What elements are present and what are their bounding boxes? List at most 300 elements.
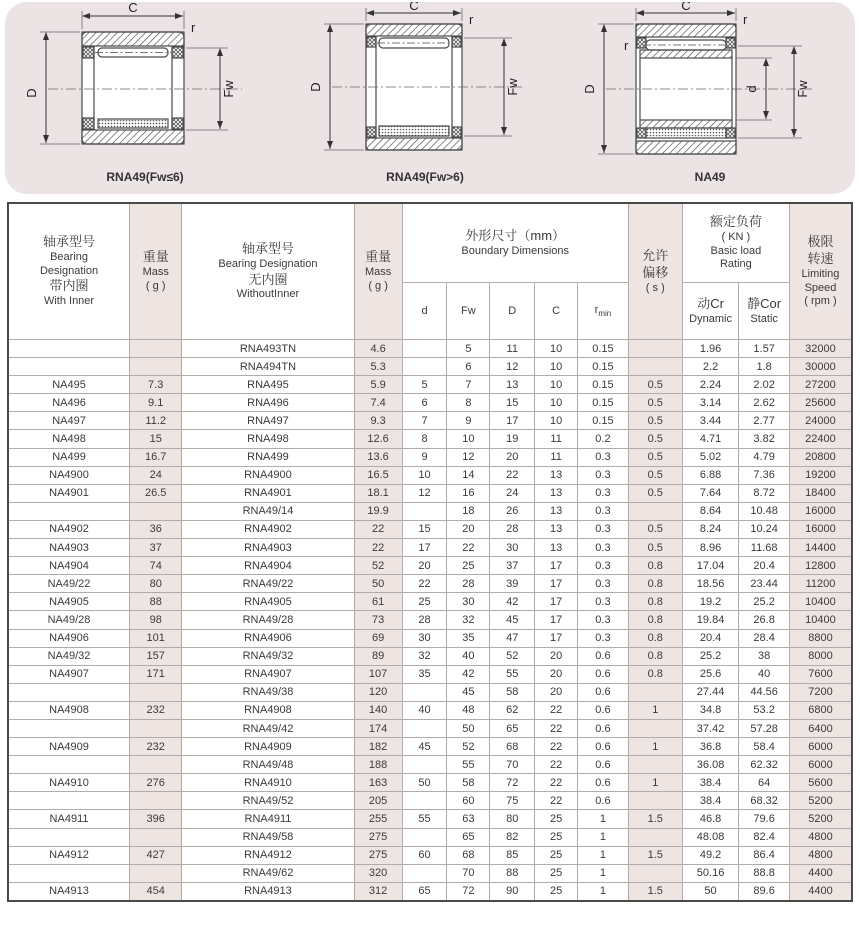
cell: 47	[490, 629, 535, 647]
cell: 10	[535, 358, 578, 376]
cell: NA4911	[8, 810, 130, 828]
table-row	[8, 683, 852, 701]
cell: 0.3	[578, 593, 629, 611]
cell: NA49/22	[8, 575, 130, 593]
table-row	[8, 864, 852, 882]
cell: 40	[447, 647, 490, 665]
cell: 0.8	[628, 647, 682, 665]
cell: 0.6	[578, 683, 629, 701]
cell: 63	[447, 810, 490, 828]
table-row	[8, 394, 852, 412]
cell: 38.4	[682, 774, 739, 792]
cell: 4400	[789, 882, 852, 901]
cell: 0.5	[628, 520, 682, 538]
cell: 7600	[789, 665, 852, 683]
cell: 22	[535, 738, 578, 756]
cell: 45	[447, 683, 490, 701]
cell: 25.2	[682, 647, 739, 665]
cell: 2.02	[739, 376, 790, 394]
dim-label-r2: r	[624, 38, 629, 53]
cell: 44.56	[739, 683, 790, 701]
cell: 10.24	[739, 520, 790, 538]
cell	[8, 756, 130, 774]
cell: 45	[402, 738, 447, 756]
cell: 12.6	[354, 430, 402, 448]
cell: 28	[490, 520, 535, 538]
cell: 1.5	[628, 810, 682, 828]
cell	[628, 756, 682, 774]
cell: 0.5	[628, 412, 682, 430]
cell: 52	[354, 557, 402, 575]
bearing-cross-section-icon	[580, 2, 840, 174]
cell: 1	[578, 864, 629, 882]
cell: 23.44	[739, 575, 790, 593]
cell: 1	[578, 846, 629, 864]
col-header-dynamic-cr: 动Cr Dynamic	[682, 283, 739, 340]
cell: 38	[739, 647, 790, 665]
cell: 25	[535, 810, 578, 828]
cell: 22	[535, 701, 578, 719]
cell: 35	[447, 629, 490, 647]
cell: 15	[490, 394, 535, 412]
cell: 85	[490, 846, 535, 864]
cell	[130, 719, 182, 737]
cell: 17	[535, 593, 578, 611]
cell: 36	[130, 520, 182, 538]
cell: 0.6	[578, 665, 629, 683]
cell: 0.5	[628, 466, 682, 484]
cell: 5.02	[682, 448, 739, 466]
cell: 188	[354, 756, 402, 774]
cell: RNA49/48	[182, 756, 354, 774]
cell: RNA49/38	[182, 683, 354, 701]
cell: NA496	[8, 394, 130, 412]
table-row	[8, 665, 852, 683]
cell: 0.3	[578, 502, 629, 520]
cell: 5.3	[354, 358, 402, 376]
cell: 22	[535, 792, 578, 810]
cell: 25	[535, 864, 578, 882]
cell: 24	[130, 466, 182, 484]
table-row	[8, 738, 852, 756]
cell: 4.79	[739, 448, 790, 466]
cell: 22	[354, 520, 402, 538]
table-body	[8, 340, 852, 901]
cell: 0.15	[578, 412, 629, 430]
cell: 0.6	[578, 774, 629, 792]
cell: 0.8	[628, 629, 682, 647]
cell: 98	[130, 611, 182, 629]
cell: 5200	[789, 810, 852, 828]
cell: 82	[490, 828, 535, 846]
cell: 120	[354, 683, 402, 701]
cell: 0.15	[578, 376, 629, 394]
cell: 25	[535, 882, 578, 901]
cell: 4400	[789, 864, 852, 882]
dim-label-r: r	[469, 12, 474, 27]
cell: 0.2	[578, 430, 629, 448]
cell: 68	[490, 738, 535, 756]
cell: 16000	[789, 520, 852, 538]
cell	[8, 719, 130, 737]
table-row	[8, 846, 852, 864]
cell: RNA49/22	[182, 575, 354, 593]
cell: 12800	[789, 557, 852, 575]
cell: RNA4911	[182, 810, 354, 828]
table-row	[8, 358, 852, 376]
cell: 2.24	[682, 376, 739, 394]
cell: 171	[130, 665, 182, 683]
cell: RNA493TN	[182, 340, 354, 358]
cell: 17	[402, 539, 447, 557]
cell: 0.8	[628, 593, 682, 611]
cell: 7200	[789, 683, 852, 701]
cell: 55	[490, 665, 535, 683]
col-header-rmin: $r_{min}$	[578, 283, 629, 340]
cell: 0.3	[578, 611, 629, 629]
col-header-d: d	[402, 283, 447, 340]
cell: 22	[490, 466, 535, 484]
cell: 20.4	[739, 557, 790, 575]
cell: 0.6	[578, 738, 629, 756]
cell: 0.8	[628, 611, 682, 629]
cell: 3.44	[682, 412, 739, 430]
cell: 11	[535, 448, 578, 466]
cell: 6800	[789, 701, 852, 719]
cell: RNA4912	[182, 846, 354, 864]
cell: NA4912	[8, 846, 130, 864]
cell: 72	[490, 774, 535, 792]
cell: 22	[535, 719, 578, 737]
cell: 1	[628, 701, 682, 719]
cell: 13	[535, 520, 578, 538]
cell: RNA4901	[182, 484, 354, 502]
cell: 70	[490, 756, 535, 774]
col-header-limiting-speed: 极限 转速 Limiting Speed ( rpm )	[789, 203, 852, 340]
cell: RNA4906	[182, 629, 354, 647]
diagram-rna49-small-fw	[20, 2, 270, 184]
table-row	[8, 520, 852, 538]
cell: RNA4904	[182, 557, 354, 575]
cell: 30	[490, 539, 535, 557]
cell	[130, 792, 182, 810]
cell	[130, 358, 182, 376]
cell: 57.28	[739, 719, 790, 737]
dim-label-Fw: Fw	[221, 80, 236, 98]
group-header-boundary-dimensions: 外形尺寸（mm） Boundary Dimensions	[402, 203, 628, 283]
cell: NA498	[8, 430, 130, 448]
cell: 0.6	[578, 792, 629, 810]
dim-label-D: D	[308, 82, 323, 92]
table-row	[8, 828, 852, 846]
col-header-with-inner: 轴承型号 Bearing Designation 带内圈 With Inner	[8, 203, 130, 340]
cell: RNA49/14	[182, 502, 354, 520]
cell: 10	[402, 466, 447, 484]
cell: 60	[447, 792, 490, 810]
cell: 0.3	[578, 520, 629, 538]
cell: 38.4	[682, 792, 739, 810]
cell: 7	[402, 412, 447, 430]
bearing-spec-table	[7, 202, 853, 902]
cell: 1	[628, 738, 682, 756]
cell: 11.2	[130, 412, 182, 430]
cell	[402, 719, 447, 737]
cell: NA495	[8, 376, 130, 394]
cell: RNA49/32	[182, 647, 354, 665]
cell: 26.5	[130, 484, 182, 502]
col-header-without-inner: 轴承型号 Bearing Designation 无内圈 WithoutInner	[182, 203, 354, 340]
cell: 73	[354, 611, 402, 629]
table-row	[8, 539, 852, 557]
cell: 28.4	[739, 629, 790, 647]
cell: 1	[628, 774, 682, 792]
cell: 275	[354, 846, 402, 864]
cell	[8, 502, 130, 520]
cell: 8800	[789, 629, 852, 647]
cell: RNA49/42	[182, 719, 354, 737]
dim-label-C: C	[128, 2, 138, 15]
cell: 62	[490, 701, 535, 719]
cell: 11200	[789, 575, 852, 593]
cell: 69	[354, 629, 402, 647]
cell: 4.71	[682, 430, 739, 448]
cell: 89	[354, 647, 402, 665]
table-row	[8, 484, 852, 502]
cell: 8.24	[682, 520, 739, 538]
cell: 80	[130, 575, 182, 593]
dim-label-C: C	[681, 2, 691, 13]
table-row	[8, 340, 852, 358]
group-header-basic-load-rating: 额定负荷 ( KN ) Basic load Rating	[682, 203, 789, 283]
cell: NA4904	[8, 557, 130, 575]
table-row	[8, 448, 852, 466]
cell: RNA497	[182, 412, 354, 430]
cell: 22	[354, 539, 402, 557]
cell: 55	[402, 810, 447, 828]
cell: 12	[447, 448, 490, 466]
cell: 25	[402, 593, 447, 611]
cell: 19	[490, 430, 535, 448]
cell	[8, 828, 130, 846]
cell: 0.15	[578, 394, 629, 412]
cell	[130, 502, 182, 520]
cell: 20	[447, 520, 490, 538]
cell: 1	[578, 828, 629, 846]
cell	[8, 792, 130, 810]
table-row	[8, 376, 852, 394]
cell: 1	[578, 810, 629, 828]
cell: 10	[535, 394, 578, 412]
cell: 6	[402, 394, 447, 412]
cell: RNA4908	[182, 701, 354, 719]
cell: 6	[447, 358, 490, 376]
cell: NA49/32	[8, 647, 130, 665]
cell: 8.72	[739, 484, 790, 502]
cell: 34.8	[682, 701, 739, 719]
cell: 68.32	[739, 792, 790, 810]
cell: 6000	[789, 738, 852, 756]
cell: 12	[490, 358, 535, 376]
cell: 18.56	[682, 575, 739, 593]
cell: 50	[447, 719, 490, 737]
cell: RNA49/52	[182, 792, 354, 810]
cell: 11	[490, 340, 535, 358]
cell: 46.8	[682, 810, 739, 828]
cell: NA4913	[8, 882, 130, 901]
diagram-caption: NA49	[694, 170, 726, 184]
cell: 52	[447, 738, 490, 756]
cell: 16	[447, 484, 490, 502]
cell: 1	[578, 882, 629, 901]
cell: NA4905	[8, 593, 130, 611]
cell: 5	[447, 340, 490, 358]
cell: 8	[447, 394, 490, 412]
cell: 20	[535, 647, 578, 665]
cell: 65	[402, 882, 447, 901]
cell: 48.08	[682, 828, 739, 846]
cell: 2.77	[739, 412, 790, 430]
diagram-caption: RNA49(Fw≤6)	[106, 170, 184, 184]
col-header-static-cor: 静Cor Static	[739, 283, 790, 340]
cell: 8	[402, 430, 447, 448]
cell: NA499	[8, 448, 130, 466]
cell: 36.8	[682, 738, 739, 756]
table-row	[8, 629, 852, 647]
cell: 4800	[789, 846, 852, 864]
cell	[130, 828, 182, 846]
cell: 1.5	[628, 846, 682, 864]
cell: 15	[402, 520, 447, 538]
cell: 6.88	[682, 466, 739, 484]
cell: 5.9	[354, 376, 402, 394]
cell: 88	[490, 864, 535, 882]
cell	[402, 756, 447, 774]
cell: 232	[130, 738, 182, 756]
cell: 25	[535, 846, 578, 864]
cell: 28	[402, 611, 447, 629]
cell: RNA4907	[182, 665, 354, 683]
cell: 26.8	[739, 611, 790, 629]
col-header-allowable-offset: 允许 偏移 ( s )	[628, 203, 682, 340]
dim-label-r: r	[191, 20, 196, 35]
dim-label-r: r	[743, 12, 748, 27]
cell: 1.5	[628, 882, 682, 901]
cell: 20	[535, 683, 578, 701]
cell: 205	[354, 792, 402, 810]
cell	[402, 340, 447, 358]
diagram-caption: RNA49(Fw>6)	[386, 170, 464, 184]
cell: 58	[490, 683, 535, 701]
cell: 18.1	[354, 484, 402, 502]
cell: 7	[447, 376, 490, 394]
cell: 32	[402, 647, 447, 665]
cell	[402, 864, 447, 882]
cell: 17	[535, 629, 578, 647]
cell	[8, 358, 130, 376]
dim-label-d: d	[744, 85, 759, 93]
col-header-C: C	[535, 283, 578, 340]
cell: 19.9	[354, 502, 402, 520]
cell: 3.82	[739, 430, 790, 448]
cell: 16.7	[130, 448, 182, 466]
cell: 0.3	[578, 484, 629, 502]
cell: 17	[535, 575, 578, 593]
cell: RNA4909	[182, 738, 354, 756]
cell: 86.4	[739, 846, 790, 864]
cell: 8.64	[682, 502, 739, 520]
cell: 11.68	[739, 539, 790, 557]
cell: 8000	[789, 647, 852, 665]
cell: 50	[402, 774, 447, 792]
table-row	[8, 792, 852, 810]
cell: NA4903	[8, 539, 130, 557]
cell: 12	[402, 484, 447, 502]
bearing-outline	[82, 32, 184, 144]
cell	[402, 792, 447, 810]
cell: 24	[490, 484, 535, 502]
cell: 0.6	[578, 756, 629, 774]
cell: 13	[535, 539, 578, 557]
cell: RNA49/62	[182, 864, 354, 882]
diagram-panel	[5, 2, 855, 194]
cell: 276	[130, 774, 182, 792]
cell: 9	[402, 448, 447, 466]
cell: 17	[535, 557, 578, 575]
cell: 3.14	[682, 394, 739, 412]
cell: 11	[535, 430, 578, 448]
cell: 16.5	[354, 466, 402, 484]
cell: 0.8	[628, 557, 682, 575]
cell: NA4906	[8, 629, 130, 647]
cell: 1.57	[739, 340, 790, 358]
cell: 0.3	[578, 557, 629, 575]
cell: 20	[490, 448, 535, 466]
dim-label-Fw: Fw	[795, 80, 810, 98]
cell: 157	[130, 647, 182, 665]
cell	[402, 683, 447, 701]
cell: 37.42	[682, 719, 739, 737]
cell: 72	[447, 882, 490, 901]
cell: 13	[490, 376, 535, 394]
cell: RNA4903	[182, 539, 354, 557]
cell: RNA499	[182, 448, 354, 466]
cell: 7.36	[739, 466, 790, 484]
cell: 22	[535, 756, 578, 774]
cell: 20800	[789, 448, 852, 466]
cell: 25600	[789, 394, 852, 412]
cell: 19.2	[682, 593, 739, 611]
table-row	[8, 882, 852, 901]
cell: 50	[354, 575, 402, 593]
cell: 2.2	[682, 358, 739, 376]
cell: 17.04	[682, 557, 739, 575]
cell: 1.96	[682, 340, 739, 358]
cell: 0.5	[628, 484, 682, 502]
cell: 49.2	[682, 846, 739, 864]
cell: 0.5	[628, 448, 682, 466]
cell: 0.3	[578, 629, 629, 647]
cell: 58.4	[739, 738, 790, 756]
cell	[8, 340, 130, 358]
cell	[130, 756, 182, 774]
cell	[628, 828, 682, 846]
cell: RNA495	[182, 376, 354, 394]
cell: 25	[447, 557, 490, 575]
table-row	[8, 412, 852, 430]
cell: 8.96	[682, 539, 739, 557]
dim-label-Fw: Fw	[505, 78, 520, 96]
cell: 0.5	[628, 430, 682, 448]
